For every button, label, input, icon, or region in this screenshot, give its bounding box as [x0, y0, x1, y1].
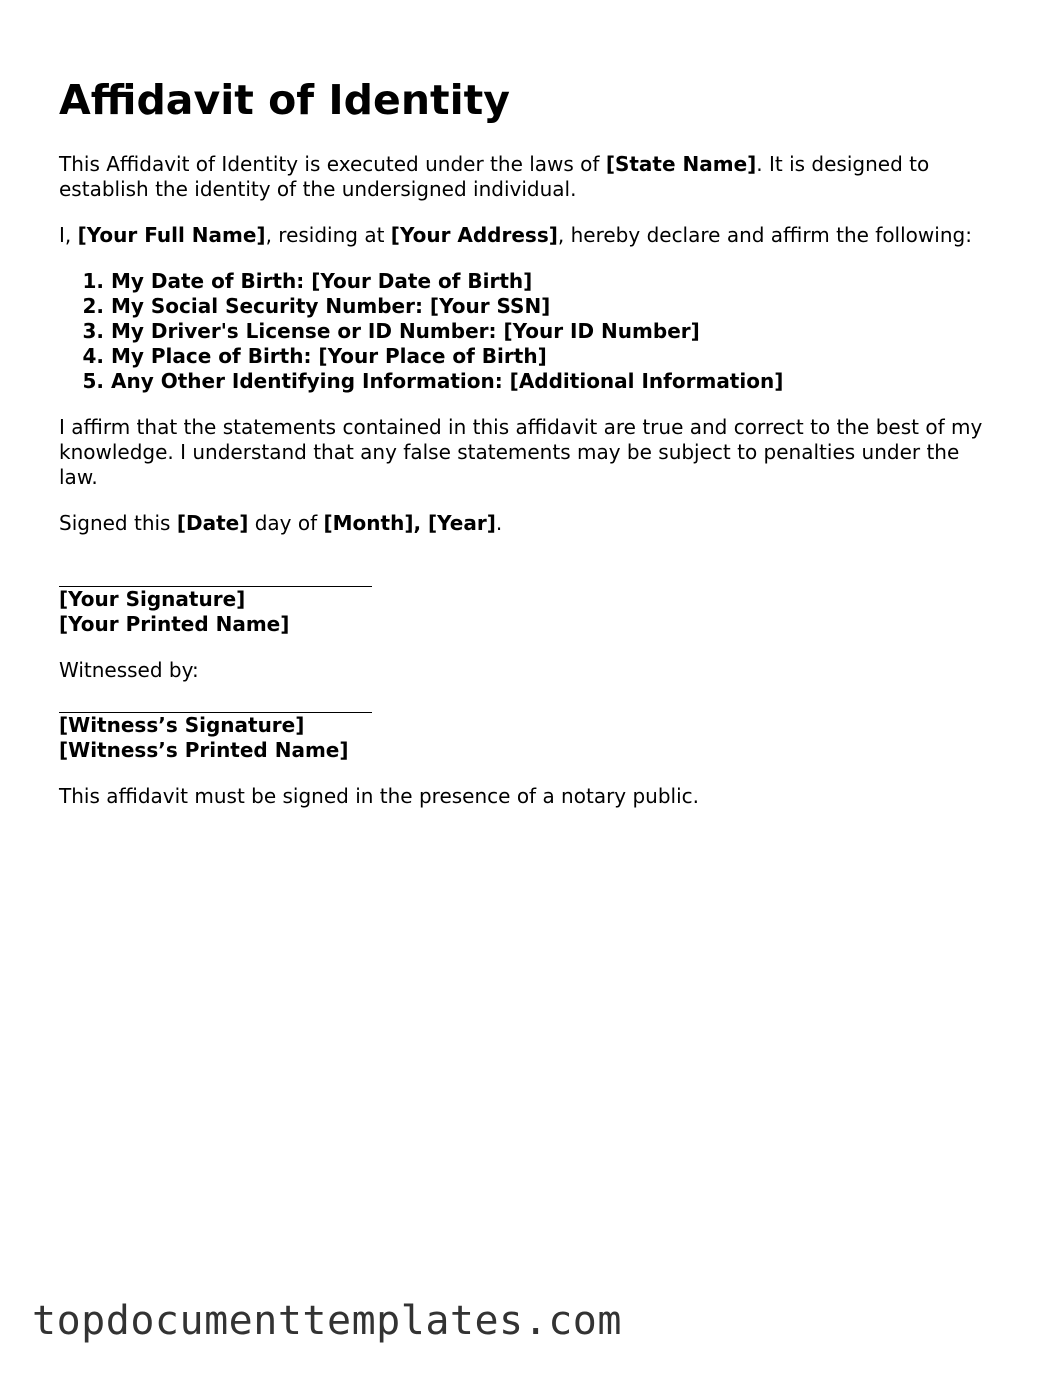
signed-text: Signed this [59, 511, 177, 535]
list-item: 4. My Place of Birth: [Your Place of Birth] [111, 344, 999, 369]
watermark: topdocumenttemplates.com [32, 1298, 622, 1344]
declaration-text-mid: , residing at [265, 223, 391, 247]
witnessed-by-label: Witnessed by: [59, 658, 199, 682]
month-year-placeholder: [Month], [Year] [323, 511, 496, 535]
printed-name-label: [Your Printed Name] [59, 612, 290, 636]
signed-date-line [59, 511, 999, 536]
declaration-text: I, [59, 223, 78, 247]
witness-signature-line[interactable] [59, 683, 372, 713]
signed-text-end: . [495, 511, 503, 535]
full-name-placeholder: [Your Full Name] [77, 223, 266, 247]
witness-signature-label: [Witness’s Signature] [59, 713, 305, 737]
state-name-placeholder: [State Name] [605, 152, 757, 176]
date-placeholder: [Date] [176, 511, 249, 535]
identity-list [59, 269, 999, 394]
declaration-paragraph [59, 223, 999, 248]
address-placeholder: [Your Address] [390, 223, 558, 247]
list-item: 5. Any Other Identifying Information: [Additional Information] [111, 369, 999, 394]
document-page [59, 74, 999, 830]
witness-signature-block [59, 683, 999, 763]
list-item: 3. My Driver's License or ID Number: [Your ID Number] [111, 319, 999, 344]
signature-block [59, 557, 999, 637]
signature-label: [Your Signature] [59, 587, 246, 611]
list-item: 1. My Date of Birth: [Your Date of Birth] [111, 269, 999, 294]
witness-printed-name-label: [Witness’s Printed Name] [59, 738, 349, 762]
list-item: 2. My Social Security Number: [Your SSN] [111, 294, 999, 319]
signed-text-mid: day of [248, 511, 324, 535]
declaration-text-end: , hereby declare and affirm the following: [557, 223, 972, 247]
notary-note: This affidavit must be signed in the presence of a notary public. [59, 784, 700, 808]
intro-text: This Affidavit of Identity is executed under the laws of [59, 152, 606, 176]
signature-line[interactable] [59, 557, 372, 587]
document-title: Affidavit of Identity [59, 76, 510, 124]
intro-text-cont: . It is designed to establish the identity of the undersigned individual. [59, 152, 930, 201]
intro-paragraph [59, 152, 999, 202]
affirmation-paragraph: I affirm that the statements contained in this affidavit are true and correct to the best of my knowledge. I understand that any false statements may be subject to penalties under the law. [59, 415, 983, 489]
